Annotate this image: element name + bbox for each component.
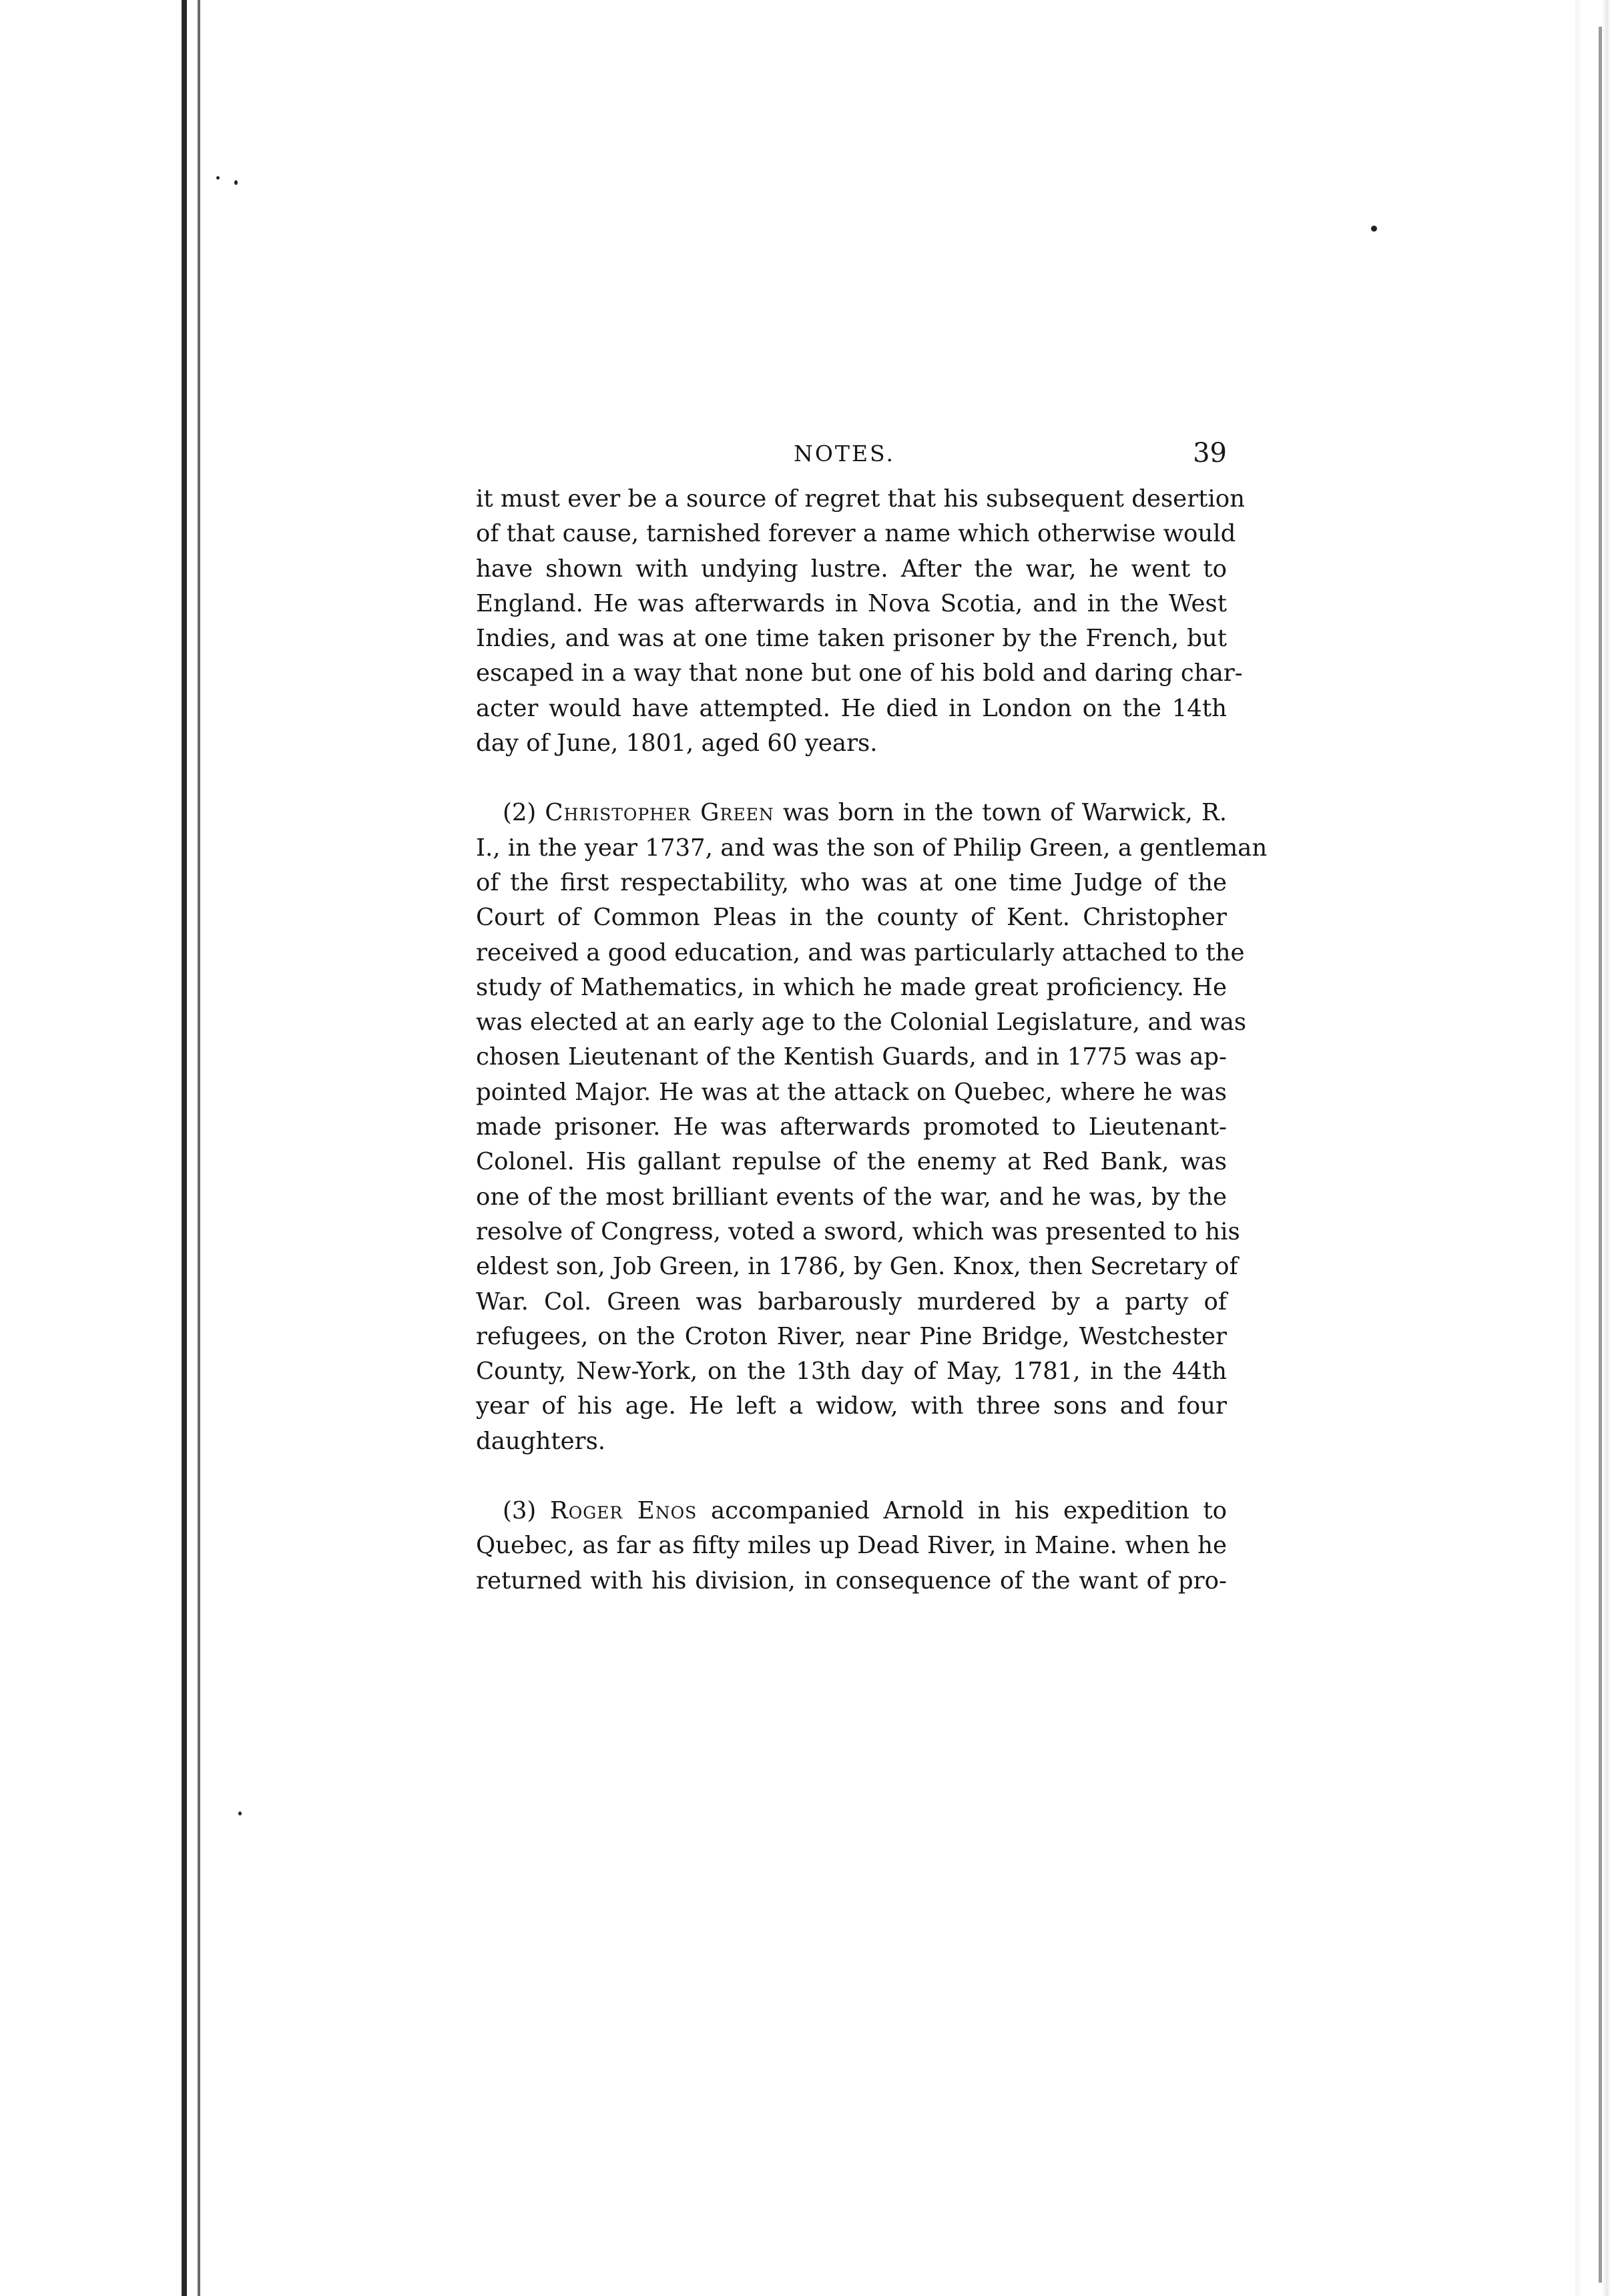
dust-speck — [234, 180, 238, 185]
text-line: acter would have attempted. He died in London on the 14th — [476, 694, 1227, 722]
text-line: escaped in a way that none but one of his bold and daring char- — [476, 659, 1243, 687]
text-line: Court of Common Pleas in the county of Kent. Christopher — [476, 904, 1227, 932]
text-line: made prisoner. He was afterwards promoted to Lieutenant- — [476, 1113, 1227, 1141]
note-number: (2) — [503, 799, 537, 827]
text-line: one of the most brilliant events of the war, and he was, by the — [476, 1183, 1227, 1211]
binding-edge-dark — [182, 0, 187, 2296]
text-line: resolve of Congress, voted a sword, which was presented to his — [476, 1217, 1240, 1245]
text-line: Colonel. His gallant repulse of the enemy at Red Bank, was — [476, 1148, 1227, 1176]
text-line: day of June, 1801, aged 60 years. — [476, 730, 878, 758]
left-margin — [0, 0, 180, 2296]
text-line: have shown with undying lustre. After the war, he went to — [476, 555, 1227, 583]
person-name: Roger Enos — [549, 1497, 698, 1525]
text-line: of that cause, tarnished forever a name which otherwise would — [476, 520, 1236, 548]
right-page-edge — [1575, 0, 1618, 2296]
text-line: Indies, and was at one time taken prisoner by the French, but — [476, 625, 1227, 653]
text-line: of the first respectability, who was at one time Judge of the — [476, 868, 1227, 896]
paragraph-continuation — [476, 482, 1246, 761]
note-3-paragraph — [476, 1494, 1227, 1599]
text-line: study of Mathematics, in which he made great proficiency. He — [476, 973, 1227, 1001]
running-head — [476, 438, 1227, 482]
binding-edge-light — [198, 0, 200, 2296]
text-line: England. He was afterwards in Nova Scotia, and in the West — [476, 589, 1227, 617]
text-line: it must ever be a source of regret that his subsequent desertion — [476, 485, 1246, 513]
note-number: (3) — [503, 1497, 537, 1525]
running-title: NOTES. — [794, 441, 895, 467]
note-2-paragraph — [476, 796, 1268, 1459]
text-line: War. Col. Green was barbarously murdered by a party of — [476, 1287, 1227, 1316]
text-line: daughters. — [476, 1427, 606, 1455]
text-line: Quebec, as far as fifty miles up Dead River, in Maine. when he — [476, 1532, 1227, 1560]
text-line: I., in the year 1737, and was the son of Philip Green, a gentleman — [476, 834, 1268, 862]
page-content — [476, 438, 1268, 1599]
dust-speck — [238, 1811, 242, 1815]
text-line: County, New-York, on the 13th day of May, 1781, in the 44th — [476, 1358, 1227, 1386]
text-line: year of his age. He left a widow, with three sons and four — [476, 1392, 1227, 1420]
text-line: was elected at an early age to the Colonial Legislature, and was — [476, 1009, 1247, 1037]
note-first-line-text: accompanied Arnold in his expedition to — [710, 1497, 1227, 1525]
person-name: Christopher Green — [545, 799, 774, 827]
dust-speck — [1371, 226, 1377, 232]
note-first-line-text: was born in the town of Warwick, R. — [782, 799, 1227, 827]
text-line: refugees, on the Croton River, near Pine Bridge, Westchester — [476, 1322, 1227, 1350]
text-line: chosen Lieutenant of the Kentish Guards, and in 1775 was ap- — [476, 1043, 1227, 1071]
page-number: 39 — [1193, 438, 1227, 469]
text-line: returned with his division, in consequence of the want of pro- — [476, 1566, 1227, 1595]
text-line: pointed Major. He was at the attack on Quebec, where he was — [476, 1078, 1227, 1106]
note-first-line — [476, 1494, 1227, 1528]
dust-speck — [216, 176, 220, 180]
text-line: received a good education, and was particularly attached to the — [476, 938, 1245, 966]
text-line: eldest son, Job Green, in 1786, by Gen. Knox, then Secretary of — [476, 1253, 1238, 1281]
right-edge-line — [1599, 27, 1602, 2283]
note-first-line — [476, 796, 1227, 830]
